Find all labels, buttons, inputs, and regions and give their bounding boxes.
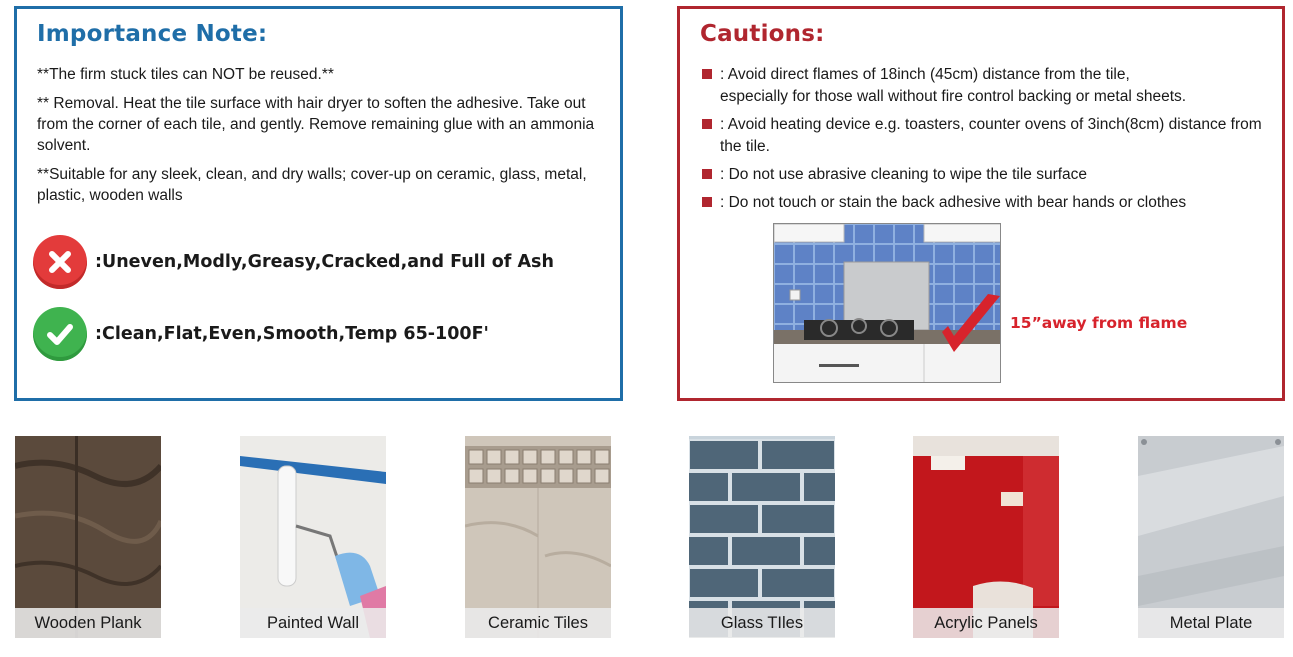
suitable-condition-label: :Clean,Flat,Even,Smooth,Temp 65-100F' xyxy=(95,324,489,344)
bullet-square-icon xyxy=(702,119,712,129)
surface-tile-acrylic-panels xyxy=(913,436,1059,638)
unsuitable-condition-label: :Uneven,Modly,Greasy,Cracked,and Full of Ash xyxy=(95,252,554,272)
surface-tile-painted-wall xyxy=(240,436,386,638)
suitable-condition xyxy=(33,307,489,361)
importance-note-lines xyxy=(37,64,612,214)
note-line: **The firm stuck tiles can NOT be reused.** xyxy=(37,66,334,83)
importance-note-panel xyxy=(14,6,623,401)
surface-label: Acrylic Panels xyxy=(913,608,1059,638)
caution-item: : Avoid heating device e.g. toasters, counter ovens of 3inch(8cm) distance from the tile. xyxy=(702,114,1272,158)
unsuitable-condition xyxy=(33,235,554,289)
surface-tile-wooden-plank xyxy=(15,436,161,638)
flame-distance-label: 15”away from flame xyxy=(1010,314,1188,332)
cautions-title: Cautions: xyxy=(700,21,825,47)
caution-item: : Do not use abrasive cleaning to wipe the tile surface xyxy=(702,164,1272,186)
surface-label: Painted Wall xyxy=(240,608,386,638)
kitchen-stove-illustration xyxy=(773,223,1001,383)
caution-item: : Avoid direct flames of 18inch (45cm) distance from the tile, especially for those wall without fire control backing or metal sheets. xyxy=(702,64,1272,108)
surface-label: Ceramic Tiles xyxy=(465,608,611,638)
surface-tile-ceramic-tiles xyxy=(465,436,611,638)
note-line: ** Removal. Heat the tile surface with hair dryer to soften the adhesive. Take out from the corner of each tile, and gently. Remove remaining glue with an ammonia solvent. xyxy=(37,95,595,154)
caution-item: : Do not touch or stain the back adhesive with bear hands or clothes xyxy=(702,192,1272,214)
checkmark-icon xyxy=(33,307,87,361)
surface-label: Metal Plate xyxy=(1138,608,1284,638)
surface-tile-metal-plate xyxy=(1138,436,1284,638)
surface-tile-glass-tiles xyxy=(689,436,835,638)
cautions-panel xyxy=(677,6,1285,401)
note-line: **Suitable for any sleek, clean, and dry walls; cover-up on ceramic, glass, metal, plastic, wooden walls xyxy=(37,166,587,204)
surface-label: Glass TIles xyxy=(689,608,835,638)
importance-note-title: Importance Note: xyxy=(37,21,268,47)
bullet-square-icon xyxy=(702,197,712,207)
cautions-list xyxy=(702,64,1272,220)
surface-types-row xyxy=(0,436,1293,638)
bullet-square-icon xyxy=(702,169,712,179)
bullet-square-icon xyxy=(702,69,712,79)
cross-icon xyxy=(33,235,87,289)
surface-label: Wooden Plank xyxy=(15,608,161,638)
